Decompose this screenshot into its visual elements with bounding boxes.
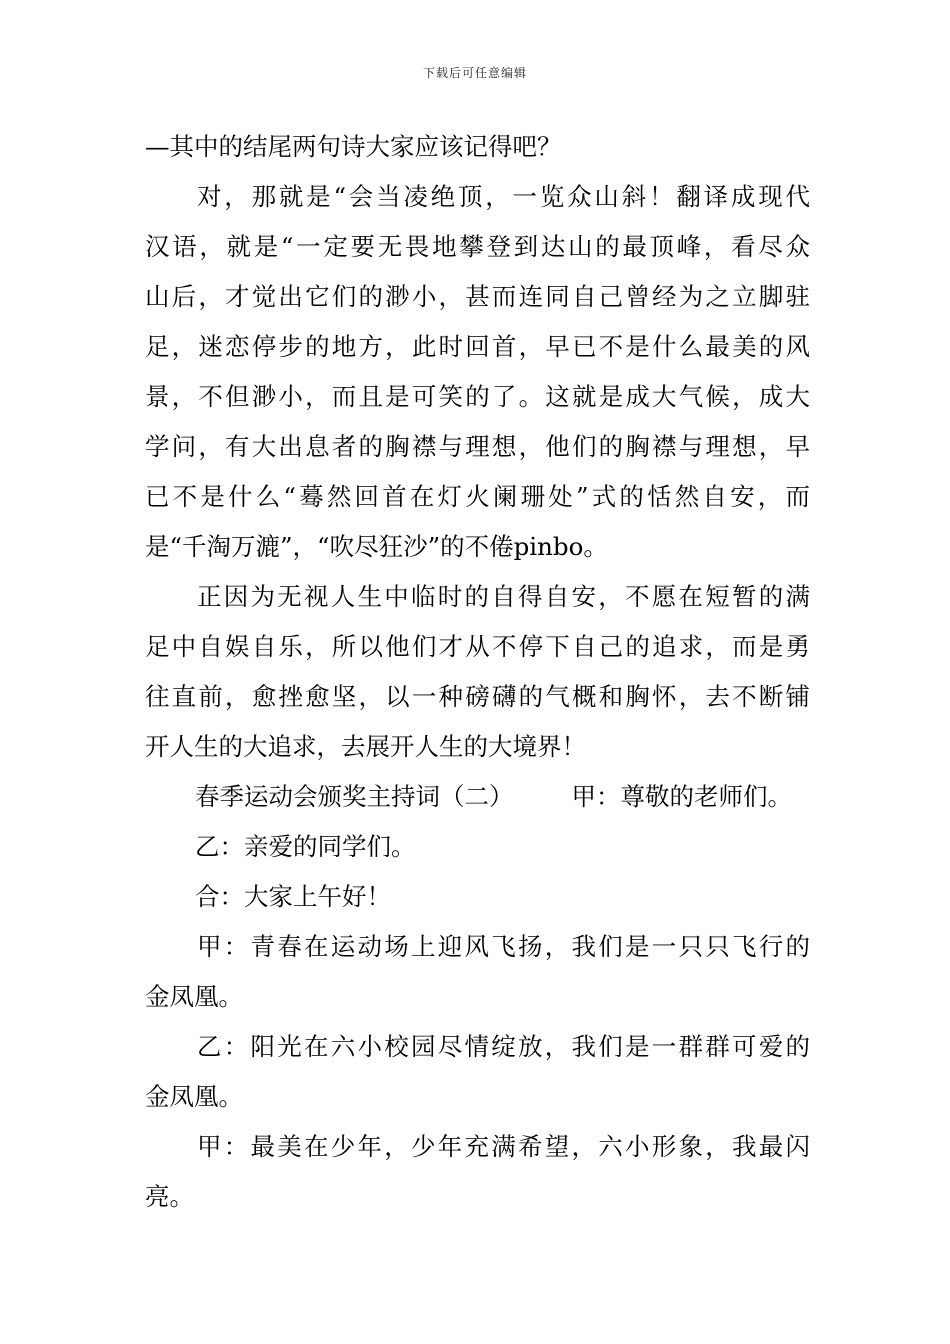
text-line: 足中自娱自乐，所以他们才从不停下自己的追求，而是勇 bbox=[145, 632, 810, 661]
text-line: 已不是什么“蓦然回首在灯火阑珊处”式的恬然自安，而 bbox=[145, 482, 810, 511]
speaker-line: 甲：尊敬的老师们。 bbox=[571, 782, 792, 811]
text-line: 甲：最美在少年，少年充满希望，六小形象，我最闪 bbox=[197, 1132, 810, 1161]
text-line: 亮。 bbox=[145, 1182, 194, 1211]
text-line: 足，迷恋停步的地方，此时回首，早已不是什么最美的风 bbox=[145, 332, 810, 361]
section-title: 春季运动会颁奖主持词（二） bbox=[195, 782, 514, 811]
text-line: 乙：亲爱的同学们。 bbox=[195, 832, 416, 861]
text-line: 往直前，愈挫愈坚，以一种磅礴的气概和胸怀，去不断铺 bbox=[145, 682, 810, 711]
text-line: 正因为无视人生中临时的自得自安，不愿在短暂的满 bbox=[197, 582, 810, 611]
page-header: 下载后可任意编辑 bbox=[422, 66, 527, 80]
text-line: 汉语，就是“一定要无畏地攀登到达山的最顶峰，看尽众 bbox=[145, 232, 810, 261]
text-line: 甲：青春在运动场上迎风飞扬，我们是一只只飞行的 bbox=[197, 932, 810, 961]
text-line: 合：大家上午好！ bbox=[195, 882, 391, 911]
text-line: 金凤凰。 bbox=[145, 1082, 243, 1111]
text-line: 开人生的大追求，去展开人生的大境界！ bbox=[145, 732, 586, 761]
text-line: 是“千淘万漉”，“吹尽狂沙”的不倦pinbo。 bbox=[145, 532, 608, 561]
text-line: 金凤凰。 bbox=[145, 982, 243, 1011]
text-line: 对，那就是“会当凌绝顶，一览众山斜！翻译成现代 bbox=[197, 182, 810, 211]
text-line: 景，不但渺小，而且是可笑的了。这就是成大气候，成大 bbox=[145, 382, 810, 411]
text-line: 山后，才觉出它们的渺小，甚而连同自己曾经为之立脚驻 bbox=[145, 282, 810, 311]
text-line: —其中的结尾两句诗大家应该记得吧？ bbox=[145, 132, 562, 161]
text-line: 学问，有大出息者的胸襟与理想，他们的胸襟与理想，早 bbox=[145, 432, 810, 461]
document-body bbox=[145, 122, 810, 1222]
section-title-line bbox=[145, 772, 810, 822]
text-line: 乙：阳光在六小校园尽情绽放，我们是一群群可爱的 bbox=[197, 1032, 810, 1061]
